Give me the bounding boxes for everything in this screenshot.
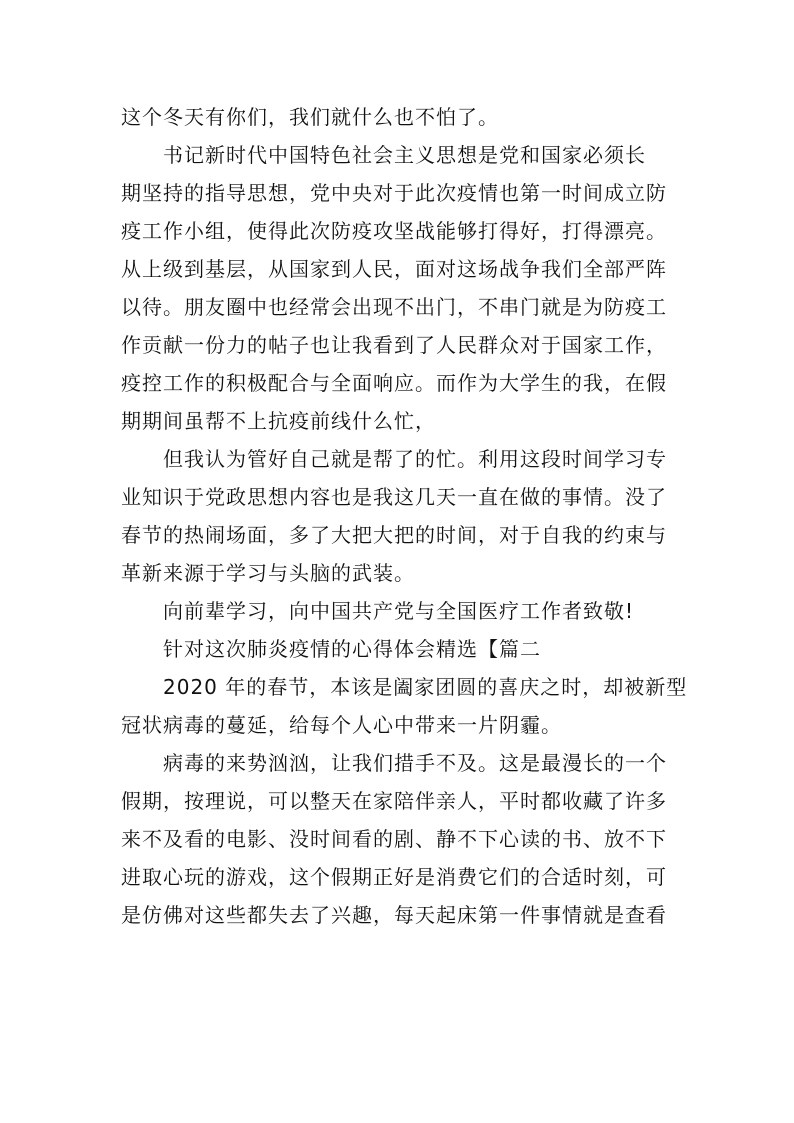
section-heading: 针对这次肺炎疫情的心得体会精选【篇二	[163, 637, 541, 661]
paragraph-start-line: 向前辈学习，向中国共产党与全国医疗工作者致敬!	[163, 599, 635, 623]
text-line: 期期间虽帮不上抗疫前线什么忙，	[121, 409, 436, 433]
text-line: 革新来源于学习与头脑的武装。	[121, 561, 415, 585]
paragraph-start-line: 病毒的来势汹汹，让我们措手不及。这是最漫长的一个	[163, 751, 667, 775]
text-line: 是仿佛对这些都失去了兴趣，每天起床第一件事情就是查看	[121, 903, 667, 927]
text-line: 作贡献一份力的帖子也让我看到了人民群众对于国家工作，	[121, 333, 667, 357]
text-line: 以待。朋友圈中也经常会出现不出门，不串门就是为防疫工	[121, 295, 667, 319]
text-line: 疫控工作的积极配合与全面响应。而作为大学生的我，在假	[121, 371, 667, 395]
text-line: 从上级到基层，从国家到人民，面对这场战争我们全部严阵	[121, 257, 667, 281]
document-body	[121, 98, 688, 934]
text-line: 疫工作小组，使得此次防疫攻坚战能够打得好，打得漂亮。	[121, 219, 667, 243]
text-line: 业知识于党政思想内容也是我这几天一直在做的事情。没了	[121, 485, 667, 509]
paragraph-start-line: 但我认为管好自己就是帮了的忙。利用这段时间学习专	[163, 447, 667, 471]
text-line: 假期，按理说，可以整天在家陪伴亲人，平时都收藏了许多	[121, 789, 667, 813]
text-line: 期坚持的指导思想，党中央对于此次疫情也第一时间成立防	[121, 181, 667, 205]
text-line: 进取心玩的游戏，这个假期正好是消费它们的合适时刻，可	[121, 865, 667, 889]
paragraph-start-line: 书记新时代中国特色社会主义思想是党和国家必须长	[163, 143, 646, 167]
text-line: 冠状病毒的蔓延，给每个人心中带来一片阴霾。	[121, 713, 562, 737]
text-line: 这个冬天有你们，我们就什么也不怕了。	[121, 105, 499, 129]
text-line: 来不及看的电影、没时间看的剧、静不下心读的书、放不下	[121, 827, 667, 851]
text-line: 春节的热闹场面，多了大把大把的时间，对于自我的约束与	[121, 523, 667, 547]
paragraph-start-line: 2020 年的春节，本该是阖家团圆的喜庆之时，却被新型	[163, 675, 688, 699]
